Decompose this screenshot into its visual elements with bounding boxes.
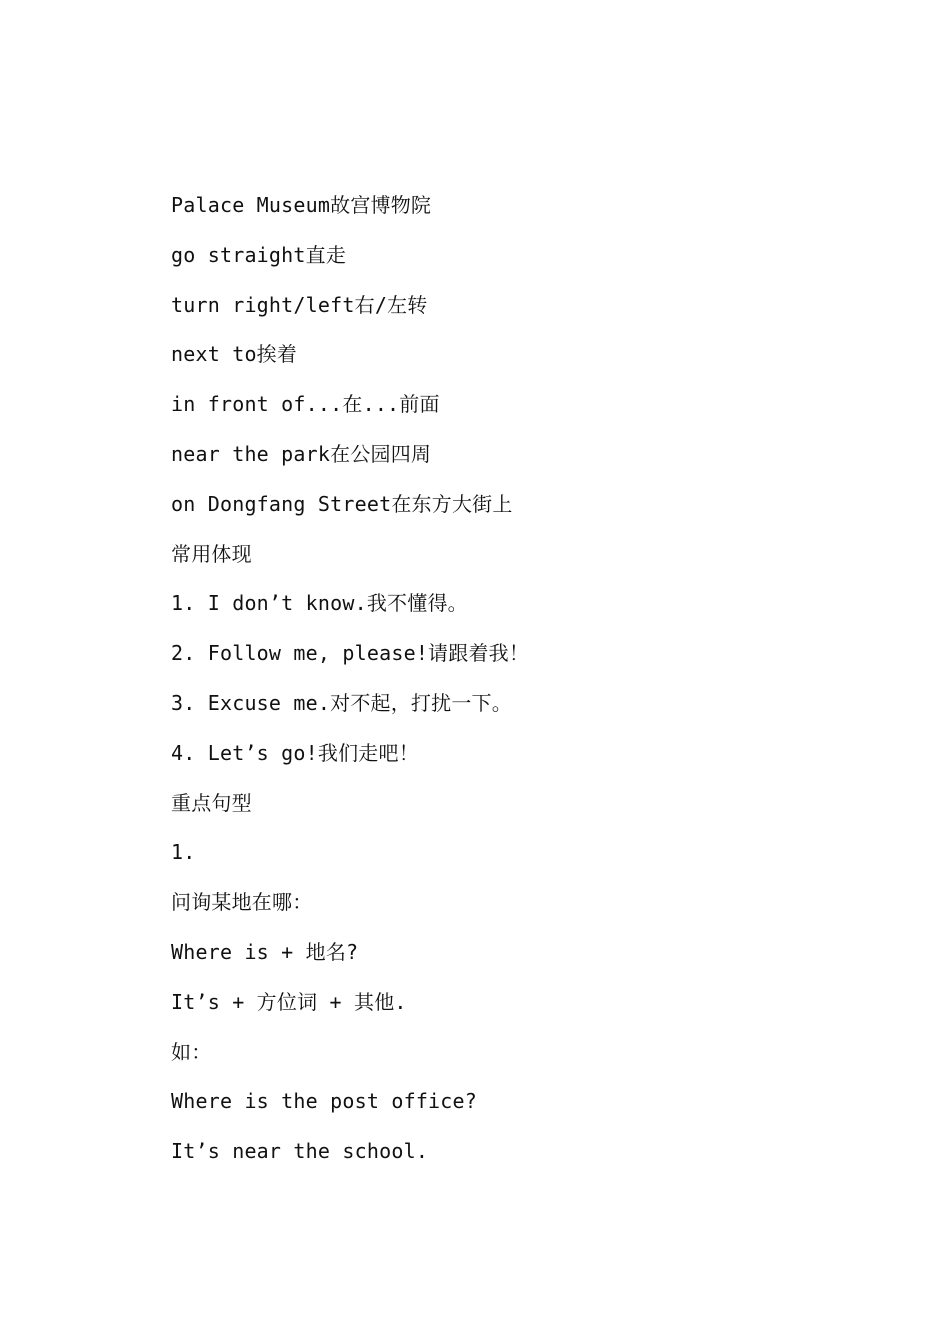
vocab-near-the-park: near the park在公园四周 [171, 441, 432, 466]
vocab-in-front-of: in front of...在...前面 [171, 392, 440, 417]
example-answer: It’s near the school. [171, 1139, 429, 1164]
expression-item-2: 2. Follow me, please!请跟着我！ [171, 641, 530, 666]
vocab-next-to: next to挨着 [171, 342, 298, 367]
vocab-palace-museum: Palace Museum故宫博物院 [171, 193, 432, 217]
vocab-go-straight: go straight直走 [171, 242, 347, 267]
example-label: 如： [171, 1039, 212, 1064]
expression-item-3: 3. Excuse me.对不起，打扰一下。 [171, 690, 512, 715]
section-heading-expressions: 常用体现 [171, 541, 252, 566]
vocab-turn-right-left: turn right/left右/左转 [171, 292, 428, 317]
document-body [171, 181, 871, 1177]
pattern-question: Where is + 地名? [171, 939, 359, 964]
pattern-description: 问询某地在哪： [171, 890, 313, 915]
example-question: Where is the post office? [171, 1089, 478, 1114]
expression-item-1: 1. I don’t know.我不懂得。 [171, 591, 468, 616]
vocab-on-dongfang-street: on Dongfang Street在东方大街上 [171, 491, 513, 516]
section-heading-key-patterns: 重点句型 [171, 790, 252, 815]
expression-item-4: 4. Let’s go!我们走吧！ [171, 740, 419, 765]
pattern-answer: It’s + 方位词 + 其他. [171, 989, 407, 1014]
pattern-number-1: 1. [171, 840, 196, 865]
